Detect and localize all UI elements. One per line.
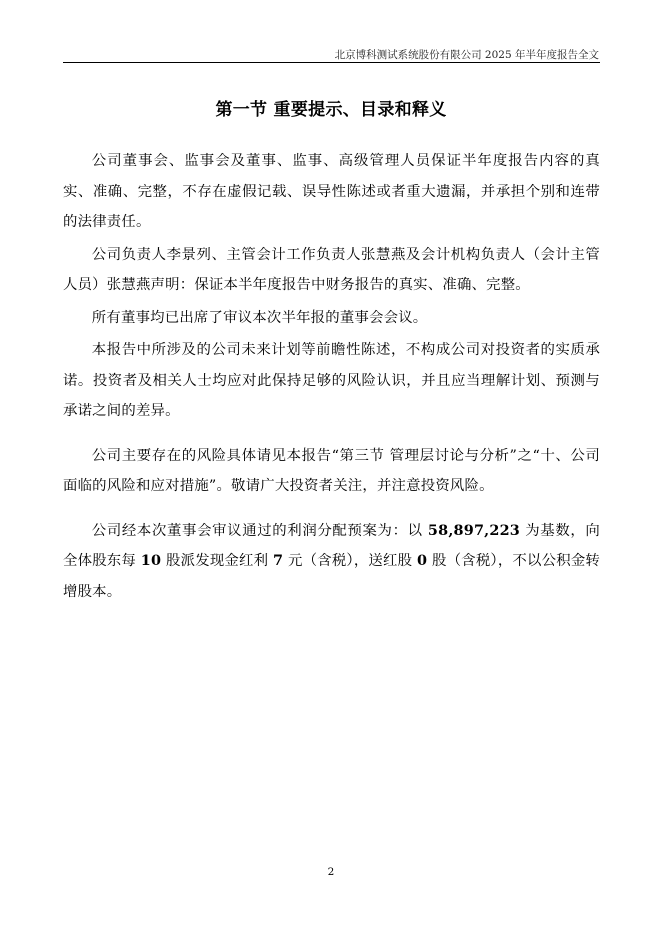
paragraph-risk-notice: 公司主要存在的风险具体请见本报告“第三节 管理层讨论与分析”之“十、公司面临的风险和应对措施”。敬请广大投资者关注，并注意投资风险。 xyxy=(63,447,600,494)
profit-text-e: 股（含税），不以公积金转增股本。 xyxy=(63,553,601,600)
bonus-share-count: 0 xyxy=(417,552,428,569)
profit-text-b: 为基数，向全体股东每 xyxy=(63,522,600,569)
document-body xyxy=(63,146,600,607)
per-share-unit: 10 xyxy=(140,552,162,569)
paragraph-profit-distribution xyxy=(63,516,600,608)
profit-text-d: 元（含税），送红股 xyxy=(283,553,418,569)
paragraph-board-attendance: 所有董事均已出席了审议本次半年报的董事会会议。 xyxy=(91,309,428,326)
header-divider xyxy=(63,62,600,63)
section-title: 第一节 重要提示、目录和释义 xyxy=(215,100,447,120)
running-header: 北京博科测试系统股份有限公司 2025 年半年度报告全文 xyxy=(334,49,599,61)
paragraph-financial-statement-declaration: 公司负责人李景列、主管会计工作负责人张慧燕及会计机构负责人（会计主管人员）张慧燕声明：保证本半年度报告中财务报告的真实、准确、完整。 xyxy=(63,246,600,293)
share-base-count: 58,897,223 xyxy=(427,521,521,539)
cash-dividend-amount: 7 xyxy=(273,552,284,569)
paragraph-board-guarantee: 公司董事会、监事会及董事、监事、高级管理人员保证半年度报告内容的真实、准确、完整，不存在虚假记载、误导性陈述或者重大遗漏，并承担个别和连带的法律责任。 xyxy=(63,153,600,230)
profit-text-a: 公司经本次董事会审议通过的利润分配预案为：以 xyxy=(91,522,428,539)
paragraph-forward-looking-statements: 本报告中所涉及的公司未来计划等前瞻性陈述，不构成公司对投资者的实质承诺。投资者及相关人士均应对此保持足够的风险认识，并且应当理解计划、预测与承诺之间的差异。 xyxy=(63,342,600,419)
profit-text-c: 股派发现金红利 xyxy=(161,553,274,569)
page-number: 2 xyxy=(327,866,335,878)
